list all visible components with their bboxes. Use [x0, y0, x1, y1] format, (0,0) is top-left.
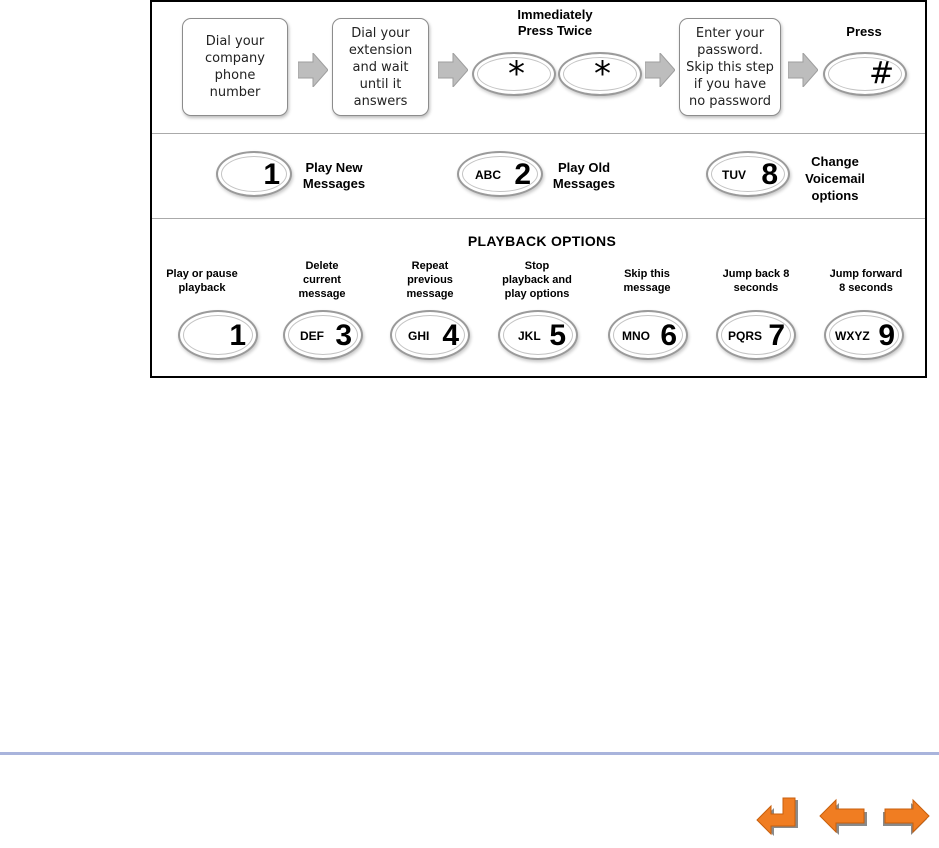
key-7-jump-back	[716, 310, 796, 360]
key-digit: 2	[514, 158, 531, 191]
step-text-line: no password	[688, 93, 772, 109]
key-digit: 7	[768, 319, 785, 352]
footer-rule	[0, 752, 939, 755]
star-key-symbol: *	[508, 54, 525, 94]
key-digit: 6	[660, 319, 677, 352]
key-9-jump-forward	[824, 310, 904, 360]
option-label: Stop playback and play options	[502, 260, 572, 300]
step-text-line: Skip this step	[686, 59, 774, 75]
key-letters: PQRS	[728, 329, 763, 343]
key-letters: TUV	[722, 168, 746, 182]
step-text-line: number	[209, 85, 261, 100]
section-divider	[152, 218, 925, 219]
step-text-line: password.	[697, 42, 763, 58]
key-6-skip	[608, 310, 688, 360]
key-letters: ABC	[475, 168, 501, 182]
key-letters: GHI	[408, 329, 430, 343]
option-label: Play or pause playback	[166, 268, 238, 294]
step-text-line: if you have	[693, 76, 767, 92]
option-label: Jump forward 8 seconds	[829, 268, 903, 294]
step-text-line: extension	[348, 42, 413, 58]
step-text-line: company	[205, 51, 265, 66]
key-1-play-pause	[178, 310, 258, 360]
star-key	[558, 52, 642, 96]
step-text-line: Dial your	[205, 34, 265, 49]
key-letters: MNO	[622, 329, 650, 343]
star-key	[472, 52, 556, 96]
forward-arrow-icon[interactable]	[881, 796, 931, 836]
step-enter-password	[679, 18, 781, 116]
key-digit: 4	[442, 319, 459, 352]
option-label: Repeat previous message	[406, 260, 454, 300]
step-text-line: answers	[353, 93, 408, 109]
playback-options-title: PLAYBACK OPTIONS	[467, 233, 617, 249]
key-digit: 9	[878, 319, 895, 352]
key-3-delete	[283, 310, 363, 360]
press-title: Press	[846, 24, 882, 39]
step-dial-extension	[332, 18, 429, 116]
gray-arrow-icon	[645, 53, 675, 87]
step-text-line: Enter your	[695, 25, 765, 41]
key-digit: 5	[549, 319, 566, 352]
step-text-line: until it	[359, 76, 402, 92]
gray-arrow-icon	[788, 53, 818, 87]
key-digit: 3	[335, 319, 352, 352]
section-divider	[152, 133, 925, 134]
key-letters: DEF	[300, 329, 324, 343]
key-4-repeat	[390, 310, 470, 360]
key-2-play-old	[457, 151, 543, 197]
step-dial-company-number	[182, 18, 288, 116]
hash-key-symbol: #	[869, 56, 895, 91]
key-5-stop	[498, 310, 578, 360]
option-label: Jump back 8 seconds	[722, 268, 790, 294]
option-label: Skip this message	[623, 268, 671, 294]
step-text-line: phone	[214, 68, 256, 83]
hash-key	[823, 52, 907, 96]
voicemail-quick-reference-card	[150, 0, 927, 378]
gray-arrow-icon	[438, 53, 468, 87]
step-text-line: Dial your	[351, 25, 410, 41]
key-digit: 1	[229, 319, 246, 352]
option-label: Delete current message	[298, 260, 346, 300]
return-icon[interactable]	[755, 796, 805, 836]
key-digit: 1	[263, 158, 280, 191]
gray-arrow-icon	[298, 53, 328, 87]
key-1-play-new	[216, 151, 292, 197]
press-twice-title: Immediately Press Twice	[517, 7, 593, 38]
change-voicemail-options-label: Change Voicemail options	[805, 154, 865, 203]
key-digit: 8	[761, 158, 778, 191]
key-letters: WXYZ	[835, 329, 870, 343]
play-new-messages-label: Play New Messages	[302, 160, 366, 191]
back-arrow-icon[interactable]	[818, 796, 868, 836]
play-old-messages-label: Play Old Messages	[552, 160, 616, 191]
key-8-change-options	[706, 151, 790, 197]
step-text-line: and wait	[352, 59, 409, 75]
star-key-symbol: *	[594, 54, 611, 94]
key-letters: JKL	[518, 329, 541, 343]
